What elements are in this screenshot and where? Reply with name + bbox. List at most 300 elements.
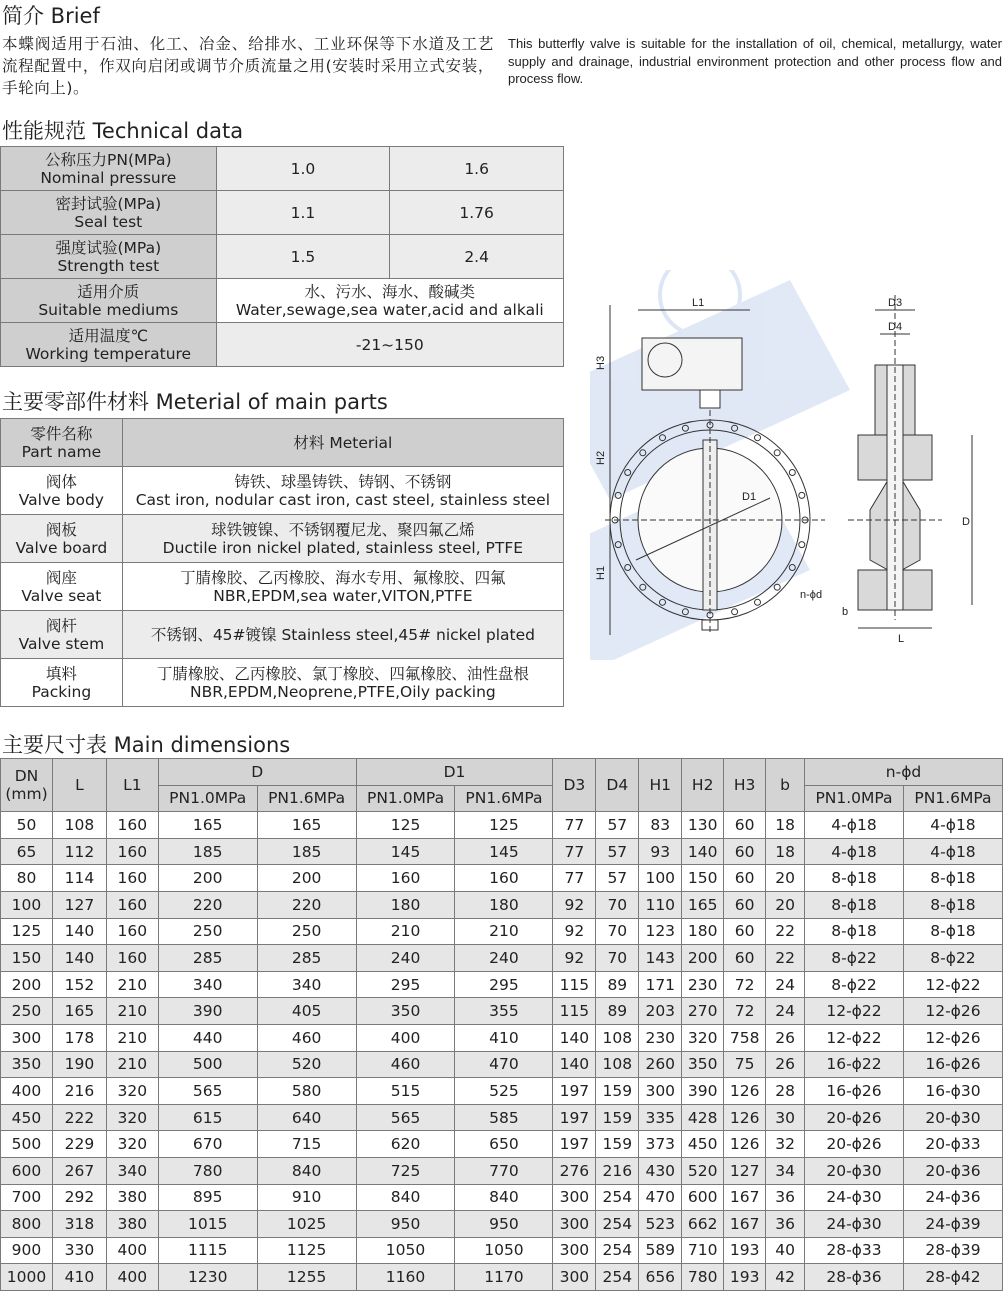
dimension-cell: 20-ϕ26 [805,1104,904,1131]
dimension-cell: 220 [257,891,356,918]
dimension-cell: 60 [724,838,766,865]
dimension-cell: 410 [52,1264,106,1291]
dimension-cell: 615 [158,1104,257,1131]
dimension-cell: 83 [639,812,682,839]
label-n-phid: n-ϕd [800,589,823,601]
dimension-cell: 216 [596,1157,639,1184]
dimension-cell: 400 [106,1264,158,1291]
dimension-cell: 1025 [257,1211,356,1238]
dimension-cell: 200 [257,865,356,892]
dimension-cell: 22 [766,918,805,945]
dimension-cell: 210 [455,918,553,945]
header-D3: D3 [553,759,596,812]
dimension-cell: 1170 [455,1264,553,1291]
label-b: b [842,606,849,618]
label-D1: D1 [742,491,757,503]
header-L: L [52,759,106,812]
dimension-row [1,838,1003,865]
technical-value-pn16: 1.76 [390,191,564,235]
dimension-cell: 700 [1,1184,53,1211]
dimension-cell: 222 [52,1104,106,1131]
dimension-cell: 126 [724,1131,766,1158]
dimension-cell: 8-ϕ22 [805,971,904,998]
dimension-cell: 197 [553,1078,596,1105]
dimension-cell: 160 [106,945,158,972]
dimension-cell: 210 [106,1024,158,1051]
dimension-cell: 36 [766,1211,805,1238]
dimension-cell: 200 [1,971,53,998]
dimension-cell: 410 [455,1024,553,1051]
dimension-cell: 240 [455,945,553,972]
bolt-hole [799,492,805,498]
dimension-cell: 60 [724,945,766,972]
dimension-cell: 450 [1,1104,53,1131]
technical-value-pn16: 2.4 [390,235,564,279]
dimension-cell: 210 [106,1051,158,1078]
dimension-cell: 89 [596,971,639,998]
dimension-cell: 254 [596,1237,639,1264]
dimension-cell: 340 [257,971,356,998]
dimension-cell: 125 [1,918,53,945]
valve-drawing [590,270,1000,660]
dimension-cell: 167 [724,1184,766,1211]
dimension-cell: 197 [553,1104,596,1131]
dimension-cell: 589 [639,1237,682,1264]
dimension-cell: 92 [553,918,596,945]
dimension-cell: 28-ϕ39 [903,1237,1002,1264]
label-H3: H3 [595,355,607,370]
part-material: 丁腈橡胶、乙丙橡胶、氯丁橡胶、四氟橡胶、油性盘根 NBR,EPDM,Neoprene,PTFE,Oily packing [122,659,563,707]
dimension-cell: 390 [682,1078,724,1105]
dimension-cell: 200 [682,945,724,972]
dimension-cell: 167 [724,1211,766,1238]
dimension-cell: 145 [455,838,553,865]
dimension-cell: 125 [455,812,553,839]
dimension-cell: 1000 [1,1264,53,1291]
brief-heading: 简介 Brief [2,4,100,28]
temperature-value: -21~150 [216,323,563,367]
dimension-cell: 123 [639,918,682,945]
dimension-cell: 295 [455,971,553,998]
dimension-cell: 780 [682,1264,724,1291]
dimension-cell: 20 [766,891,805,918]
dimension-cell: 108 [52,812,106,839]
bolt-hole [774,450,780,456]
dimension-cell: 656 [639,1264,682,1291]
dimension-cell: 20-ϕ26 [805,1131,904,1158]
technical-value-pn10: 1.0 [216,147,390,191]
material-row [1,515,564,563]
dimension-cell: 152 [52,971,106,998]
label-D3: D3 [888,297,903,309]
dimension-cell: 77 [553,865,596,892]
dimension-cell: 12-ϕ22 [805,998,904,1025]
dimension-cell: 185 [158,838,257,865]
header-D1-pn16: PN1.6MPa [455,785,553,812]
dimension-cell: 520 [257,1051,356,1078]
dimension-cell: 1015 [158,1211,257,1238]
dimension-cell: 8-ϕ18 [903,891,1002,918]
dimension-cell: 400 [356,1024,455,1051]
dimension-cell: 1115 [158,1237,257,1264]
dimension-cell: 4-ϕ18 [805,838,904,865]
dimension-cell: 350 [1,1051,53,1078]
dimension-row [1,1024,1003,1051]
header-L1: L1 [106,759,158,812]
dimension-cell: 8-ϕ18 [805,891,904,918]
dimension-cell: 1050 [455,1237,553,1264]
dimension-cell: 159 [596,1078,639,1105]
dimension-cell: 42 [766,1264,805,1291]
dimension-cell: 57 [596,865,639,892]
dimension-row [1,1237,1003,1264]
dimension-cell: 895 [158,1184,257,1211]
dimension-cell: 160 [106,838,158,865]
dimension-cell: 380 [106,1211,158,1238]
dimension-cell: 725 [356,1157,455,1184]
dimension-cell: 100 [639,865,682,892]
dimension-cell: 200 [158,865,257,892]
dimension-row [1,1184,1003,1211]
dimension-cell: 193 [724,1264,766,1291]
dimension-cell: 300 [553,1184,596,1211]
dimension-cell: 160 [356,865,455,892]
dimension-cell: 36 [766,1184,805,1211]
dimension-cell: 18 [766,812,805,839]
dimension-cell: 60 [724,865,766,892]
dimension-cell: 330 [52,1237,106,1264]
dimension-cell: 758 [724,1024,766,1051]
header-nphid-pn10: PN1.0MPa [805,785,904,812]
dimension-cell: 127 [724,1157,766,1184]
part-material: 丁腈橡胶、乙丙橡胶、海水专用、氟橡胶、四氟 NBR,EPDM,sea water,VITON,PTFE [122,563,563,611]
dimension-cell: 160 [106,918,158,945]
dimension-cell: 4-ϕ18 [903,812,1002,839]
technical-row [1,147,564,191]
dimension-cell: 640 [257,1104,356,1131]
dimension-row [1,812,1003,839]
dimension-cell: 380 [106,1184,158,1211]
dimension-cell: 715 [257,1131,356,1158]
dimension-cell: 60 [724,918,766,945]
dimension-cell: 285 [257,945,356,972]
dimension-cell: 335 [639,1104,682,1131]
dimension-cell: 60 [724,891,766,918]
dimension-cell: 440 [158,1024,257,1051]
dimension-cell: 350 [356,998,455,1025]
dimension-cell: 295 [356,971,455,998]
header-n-phid: n-ϕd [805,759,1003,786]
part-material: 不锈钢、45#镀镍 Stainless steel,45# nickel plated [122,611,563,659]
label-D4: D4 [888,321,903,333]
material-row [1,659,564,707]
dimension-cell: 210 [106,998,158,1025]
dimension-cell: 525 [455,1078,553,1105]
dimension-cell: 260 [639,1051,682,1078]
dimension-cell: 127 [52,891,106,918]
dimension-cell: 77 [553,838,596,865]
dimension-cell: 150 [1,945,53,972]
dimension-cell: 428 [682,1104,724,1131]
dimension-row [1,1264,1003,1291]
technical-row-temperature [1,323,564,367]
dimension-cell: 276 [553,1157,596,1184]
dimension-cell: 126 [724,1104,766,1131]
dimension-cell: 24-ϕ30 [805,1184,904,1211]
material-row [1,563,564,611]
dimension-cell: 140 [553,1024,596,1051]
label-H2: H2 [595,450,607,465]
dimension-cell: 355 [455,998,553,1025]
materials-heading: 主要零部件材料 Meterial of main parts [2,390,388,414]
dimension-cell: 193 [724,1237,766,1264]
dimension-cell: 159 [596,1131,639,1158]
dimension-cell: 292 [52,1184,106,1211]
dimension-cell: 180 [682,918,724,945]
dimension-cell: 143 [639,945,682,972]
dimension-cell: 24 [766,971,805,998]
technical-value-pn16: 1.6 [390,147,564,191]
dimension-cell: 250 [1,998,53,1025]
dimension-cell: 340 [106,1157,158,1184]
dimension-cell: 210 [106,971,158,998]
dimension-cell: 26 [766,1024,805,1051]
dimension-cell: 57 [596,812,639,839]
dimension-cell: 18 [766,838,805,865]
dimension-cell: 12-ϕ22 [805,1024,904,1051]
dimension-cell: 160 [455,865,553,892]
dimension-row [1,865,1003,892]
part-name: 填料 Packing [1,659,123,707]
dimension-cell: 585 [455,1104,553,1131]
dimension-cell: 77 [553,812,596,839]
dimension-cell: 70 [596,891,639,918]
part-name: 阀体 Valve body [1,467,123,515]
dimension-cell: 140 [52,918,106,945]
dimension-cell: 65 [1,838,53,865]
dimension-cell: 390 [158,998,257,1025]
dimension-cell: 770 [455,1157,553,1184]
dimension-cell: 190 [52,1051,106,1078]
dimension-cell: 70 [596,918,639,945]
dimension-cell: 171 [639,971,682,998]
dimension-cell: 565 [158,1078,257,1105]
dimension-cell: 203 [639,998,682,1025]
part-material: 铸铁、球墨铸铁、铸钢、不锈钢 Cast iron, nodular cast iron, cast steel, stainless steel [122,467,563,515]
dimension-cell: 12-ϕ26 [903,998,1002,1025]
dimension-cell: 20-ϕ30 [903,1104,1002,1131]
dimension-row [1,1131,1003,1158]
dimension-row [1,1157,1003,1184]
dimension-cell: 230 [682,971,724,998]
dimension-cell: 165 [52,998,106,1025]
dimension-cell: 20-ϕ33 [903,1131,1002,1158]
dimension-cell: 350 [682,1051,724,1078]
material-row [1,467,564,515]
bolt-hole [774,584,780,590]
dimension-cell: 22 [766,945,805,972]
bolt-hole [755,599,761,605]
technical-row-mediums [1,279,564,323]
dimension-row [1,1051,1003,1078]
dimension-row [1,1104,1003,1131]
dimension-cell: 140 [682,838,724,865]
dimension-cell: 470 [639,1184,682,1211]
dimension-cell: 8-ϕ18 [903,918,1002,945]
dimension-cell: 24-ϕ39 [903,1211,1002,1238]
dimension-cell: 300 [639,1078,682,1105]
header-D4: D4 [596,759,639,812]
dimension-cell: 160 [106,812,158,839]
dimension-cell: 320 [682,1024,724,1051]
dimension-cell: 900 [1,1237,53,1264]
dimension-cell: 500 [1,1131,53,1158]
dimension-cell: 165 [682,891,724,918]
header-nphid-pn16: PN1.6MPa [903,785,1002,812]
dimension-cell: 160 [106,865,158,892]
dimension-cell: 267 [52,1157,106,1184]
dimension-cell: 93 [639,838,682,865]
dimension-cell: 250 [257,918,356,945]
dimension-cell: 710 [682,1237,724,1264]
dimension-cell: 470 [455,1051,553,1078]
dimension-cell: 400 [106,1237,158,1264]
dimension-cell: 254 [596,1264,639,1291]
dimension-cell: 318 [52,1211,106,1238]
dimension-cell: 460 [257,1024,356,1051]
brief-text-cn: 本蝶阀适用于石油、化工、冶金、给排水、工业环保等下水道及工艺流程配置中，作双向启闭或调节介质流量之用(安装时采用立式安装，手轮向上)。 [2,35,494,97]
dimension-cell: 75 [724,1051,766,1078]
dimension-cell: 300 [1,1024,53,1051]
dimension-cell: 60 [724,812,766,839]
header-b: b [766,759,805,812]
dimensions-heading: 主要尺寸表 Main dimensions [2,733,291,757]
dimension-cell: 254 [596,1184,639,1211]
dimension-cell: 126 [724,1078,766,1105]
dimension-cell: 210 [356,918,455,945]
part-name: 阀座 Valve seat [1,563,123,611]
brief-text-en: This butterfly valve is suitable for the installation of oil, chemical, metallurgy, water supply and drainage, industrial environment protection and other process flow and process flow. [508,36,1002,86]
dimension-cell: 460 [356,1051,455,1078]
dimension-cell: 229 [52,1131,106,1158]
dimension-cell: 780 [158,1157,257,1184]
dimension-row [1,971,1003,998]
dimension-cell: 12-ϕ26 [903,1024,1002,1051]
technical-table [0,146,564,367]
dimension-cell: 600 [682,1184,724,1211]
dimension-cell: 340 [158,971,257,998]
dimension-cell: 125 [356,812,455,839]
dimension-cell: 270 [682,998,724,1025]
dimension-cell: 89 [596,998,639,1025]
dimension-cell: 515 [356,1078,455,1105]
dimension-row [1,998,1003,1025]
dimension-cell: 108 [596,1051,639,1078]
header-H2: H2 [682,759,724,812]
dimension-cell: 8-ϕ22 [903,945,1002,972]
bolt-hole [755,435,761,441]
dimension-cell: 373 [639,1131,682,1158]
dimension-cell: 430 [639,1157,682,1184]
dimension-cell: 250 [158,918,257,945]
dimension-cell: 285 [158,945,257,972]
dimension-cell: 840 [257,1157,356,1184]
header-dn: DN (mm) [1,759,53,812]
technical-heading: 性能规范 Technical data [2,119,244,143]
dimension-cell: 110 [639,891,682,918]
dimension-cell: 140 [52,945,106,972]
dimension-cell: 230 [639,1024,682,1051]
part-name-header: 零件名称 Part name [1,419,123,467]
dimension-cell: 840 [455,1184,553,1211]
technical-value-pn10: 1.1 [216,191,390,235]
dimension-cell: 72 [724,998,766,1025]
material-header: 材料 Meterial [122,419,563,467]
dimension-cell: 160 [106,891,158,918]
bolt-hole [789,470,795,476]
dimension-cell: 24-ϕ36 [903,1184,1002,1211]
dimension-cell: 26 [766,1051,805,1078]
dimension-cell: 16-ϕ26 [903,1051,1002,1078]
part-name: 阀杆 Valve stem [1,611,123,659]
dimension-cell: 165 [158,812,257,839]
header-H1: H1 [639,759,682,812]
mediums-label: 适用介质 Suitable mediums [1,279,217,323]
dimension-cell: 150 [682,865,724,892]
part-name: 阀板 Valve board [1,515,123,563]
dimension-cell: 1230 [158,1264,257,1291]
header-D1: D1 [356,759,553,786]
dimension-cell: 600 [1,1157,53,1184]
dimension-cell: 8-ϕ18 [805,865,904,892]
technical-row [1,235,564,279]
dimension-cell: 115 [553,998,596,1025]
dimension-cell: 220 [158,891,257,918]
dimension-cell: 320 [106,1078,158,1105]
dimension-row [1,1211,1003,1238]
label-H1: H1 [595,565,607,580]
dimension-cell: 24-ϕ30 [805,1211,904,1238]
dimension-cell: 145 [356,838,455,865]
dimension-cell: 28 [766,1078,805,1105]
dimensions-table [0,758,1003,1291]
dimension-cell: 240 [356,945,455,972]
dimension-cell: 92 [553,945,596,972]
dimension-cell: 100 [1,891,53,918]
dimension-cell: 24 [766,998,805,1025]
header-D-pn10: PN1.0MPa [158,785,257,812]
dimension-cell: 16-ϕ30 [903,1078,1002,1105]
dimension-cell: 140 [553,1051,596,1078]
technical-value-pn10: 1.5 [216,235,390,279]
dimension-cell: 500 [158,1051,257,1078]
dimension-cell: 1125 [257,1237,356,1264]
dimension-cell: 662 [682,1211,724,1238]
dimension-cell: 92 [553,891,596,918]
dimension-cell: 620 [356,1131,455,1158]
dimension-cell: 16-ϕ26 [805,1078,904,1105]
dimension-cell: 320 [106,1104,158,1131]
dimension-cell: 108 [596,1024,639,1051]
dimension-cell: 254 [596,1211,639,1238]
dimension-row [1,891,1003,918]
dimension-cell: 523 [639,1211,682,1238]
technical-row [1,191,564,235]
dimension-cell: 178 [52,1024,106,1051]
dimension-cell: 72 [724,971,766,998]
dimension-cell: 1160 [356,1264,455,1291]
dimension-cell: 300 [553,1264,596,1291]
